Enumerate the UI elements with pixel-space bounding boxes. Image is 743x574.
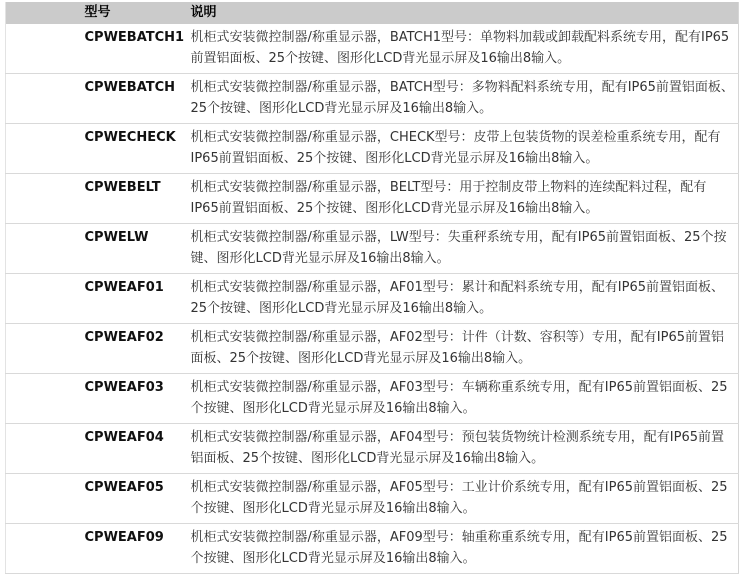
table-row: [6, 374, 739, 424]
row-spacer: [6, 74, 85, 124]
model-cell: CPWELW: [85, 224, 191, 274]
description-cell: 机柜式安装微控制器/称重显示器，LW型号：失重秤系统专用，配有IP65前置铝面板、25个按键、图形化LCD背光显示屏及16输出8输入。: [191, 224, 739, 274]
model-cell: CPWEBATCH: [85, 74, 191, 124]
header-model-label: 型号: [85, 2, 191, 24]
description-cell: 机柜式安装微控制器/称重显示器，AF04型号：预包装货物统计检测系统专用，配有IP65前置铝面板、25个按键、图形化LCD背光显示屏及16输出8输入。: [191, 424, 739, 474]
model-cell: CPWEBELT: [85, 174, 191, 224]
table-row: [6, 174, 739, 224]
row-spacer: [6, 374, 85, 424]
row-spacer: [6, 174, 85, 224]
table-row: [6, 274, 739, 324]
table-row: [6, 474, 739, 524]
table-row: [6, 324, 739, 374]
table-row: [6, 124, 739, 174]
table-row: [6, 424, 739, 474]
description-cell: 机柜式安装微控制器/称重显示器，CHECK型号：皮带上包装货物的误差检重系统专用，配有IP65前置铝面板、25个按键、图形化LCD背光显示屏及16输出8输入。: [191, 124, 739, 174]
row-spacer: [6, 324, 85, 374]
description-cell: 机柜式安装微控制器/称重显示器，AF02型号：计件（计数、容积等）专用，配有IP65前置铝面板、25个按键、图形化LCD背光显示屏及16输出8输入。: [191, 324, 739, 374]
table-header-row: [6, 2, 739, 24]
row-spacer: [6, 124, 85, 174]
table-row: [6, 74, 739, 124]
description-cell: 机柜式安装微控制器/称重显示器，BATCH型号：多物料配料系统专用，配有IP65前置铝面板、25个按键、图形化LCD背光显示屏及16输出8输入。: [191, 74, 739, 124]
model-cell: CPWEAF03: [85, 374, 191, 424]
header-spacer: [6, 2, 85, 24]
table-body: [6, 24, 739, 574]
row-spacer: [6, 24, 85, 74]
model-cell: CPWEAF04: [85, 424, 191, 474]
model-cell: CPWEAF05: [85, 474, 191, 524]
row-spacer: [6, 474, 85, 524]
row-spacer: [6, 224, 85, 274]
row-spacer: [6, 524, 85, 574]
header-description-label: 说明: [191, 2, 739, 24]
table-row: [6, 24, 739, 74]
description-cell: 机柜式安装微控制器/称重显示器，AF05型号：工业计价系统专用，配有IP65前置铝面板、25个按键、图形化LCD背光显示屏及16输出8输入。: [191, 474, 739, 524]
model-cell: CPWEAF09: [85, 524, 191, 574]
model-cell: CPWECHECK: [85, 124, 191, 174]
description-cell: 机柜式安装微控制器/称重显示器，BELT型号：用于控制皮带上物料的连续配料过程，配有IP65前置铝面板、25个按键、图形化LCD背光显示屏及16输出8输入。: [191, 174, 739, 224]
table-row: [6, 224, 739, 274]
product-spec-table: [5, 2, 739, 574]
description-cell: 机柜式安装微控制器/称重显示器，AF03型号：车辆称重系统专用，配有IP65前置铝面板、25个按键、图形化LCD背光显示屏及16输出8输入。: [191, 374, 739, 424]
table-row: [6, 524, 739, 574]
model-cell: CPWEAF02: [85, 324, 191, 374]
description-cell: 机柜式安装微控制器/称重显示器，AF09型号：轴重称重系统专用，配有IP65前置铝面板、25个按键、图形化LCD背光显示屏及16输出8输入。: [191, 524, 739, 574]
model-cell: CPWEAF01: [85, 274, 191, 324]
row-spacer: [6, 274, 85, 324]
description-cell: 机柜式安装微控制器/称重显示器，AF01型号：累计和配料系统专用，配有IP65前置铝面板、25个按键、图形化LCD背光显示屏及16输出8输入。: [191, 274, 739, 324]
row-spacer: [6, 424, 85, 474]
model-cell: CPWEBATCH1: [85, 24, 191, 74]
description-cell: 机柜式安装微控制器/称重显示器，BATCH1型号：单物料加载或卸载配料系统专用，配有IP65前置铝面板、25个按键、图形化LCD背光显示屏及16输出8输入。: [191, 24, 739, 74]
